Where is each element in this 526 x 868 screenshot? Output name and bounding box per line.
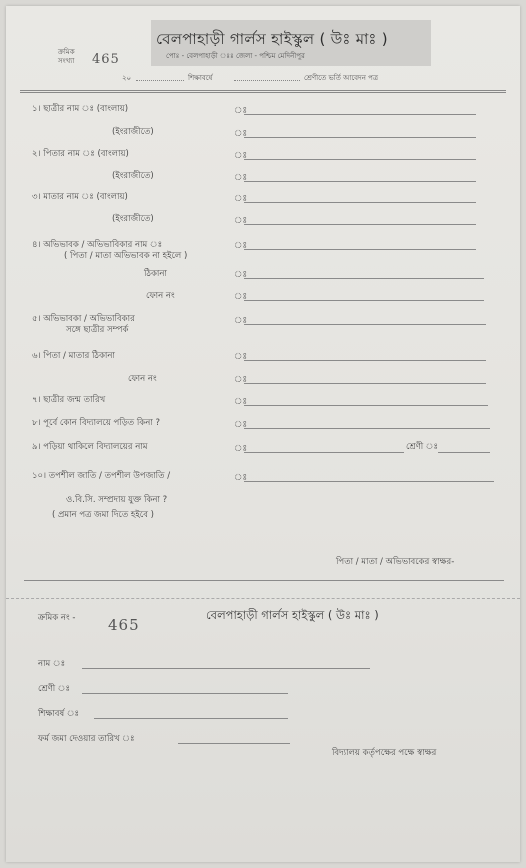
cut-line: [6, 598, 520, 599]
slip-name-input[interactable]: [82, 668, 370, 669]
guardian-signature-label: পিতা / মাতা / অভিভাবকের স্বাক্ষর-: [336, 557, 455, 567]
serial-number: 465: [92, 52, 120, 67]
field-1-label: ১। ছাত্রীর নাম ঃ (বাংলায়): [32, 104, 129, 114]
field-10-note: ( প্রমান পত্র জমা দিতে হইবে ): [52, 510, 154, 520]
phone-label-2: ফোন নং: [128, 374, 157, 384]
slip-year-input[interactable]: [94, 718, 288, 719]
field-3-label: ৩। মাতার নাম ঃ (বাংলায়): [32, 192, 128, 202]
student-name-english-input[interactable]: [244, 137, 476, 138]
field-10-obc: ও.বি.সি. সম্প্রদায় যুক্ত কিনা ?: [66, 495, 168, 505]
field-3-english: (ইংরাজীতে): [112, 214, 154, 224]
guardian-address-input[interactable]: [244, 278, 484, 279]
academic-year-label: শিক্ষাবর্ষে: [188, 74, 213, 82]
class-label: শ্রেণী ঃ: [406, 442, 439, 452]
field-5-label: ৫। অভিভাবকা / অভিভাবিকার: [32, 314, 135, 324]
slip-date-label: ফর্ম জমা দেওয়ার তারিখ ঃ: [38, 734, 135, 744]
year-prefix: ২০: [122, 74, 132, 82]
field-7-label: ৭। ছাত্রীর জন্ম তারিখ: [32, 395, 106, 405]
field-5-relation: সঙ্গে ছাত্রীর সম্পর্ক: [66, 325, 129, 335]
field-8-label: ৮। পূর্বে কোন বিদ্যালয়ে পড়িত কিনা ?: [32, 418, 161, 428]
field-4-label: ৪। অভিভাবক / অভিভাবিকার নাম ঃ: [32, 240, 163, 250]
serial-label: ক্রমিক সংখ্যা: [58, 48, 75, 65]
mother-name-english-input[interactable]: [244, 224, 476, 225]
school-name-input[interactable]: [244, 452, 404, 453]
school-signature-label: বিদ্যালয় কর্তৃপক্ষের পক্ষে স্বাক্ষর: [332, 748, 437, 758]
student-name-bengali-input[interactable]: [244, 114, 476, 115]
slip-name-label: নাম ঃ: [38, 659, 66, 669]
slip-class-input[interactable]: [82, 693, 288, 694]
father-name-bengali-input[interactable]: [244, 159, 476, 160]
field-1-english: (ইংরাজীতে): [112, 127, 154, 137]
slip-date-input[interactable]: [178, 743, 290, 744]
field-4-note: ( পিতা / মাতা অভিভাবক না হইলে ): [64, 251, 188, 261]
slip-school-title: বেলপাহাড়ী গার্লস হাইস্কুল ( উঃ মাঃ ): [206, 608, 379, 622]
slip-serial-number: 465: [108, 616, 140, 634]
field-2-english: (ইংরাজীতে): [112, 171, 154, 181]
father-name-english-input[interactable]: [244, 181, 476, 182]
phone-label-1: ফোন নং: [146, 291, 175, 301]
caste-category-input[interactable]: [244, 481, 494, 482]
field-9-label: ৯। পড়িয়া থাকিলে বিদ্যালয়ের নাম: [32, 442, 148, 452]
birth-date-input[interactable]: [244, 405, 488, 406]
application-label: শ্রেণীতে ভর্তি আবেদন পত্র: [304, 74, 378, 82]
guardian-name-input[interactable]: [244, 249, 476, 250]
slip-serial-label: ক্রমিক নং -: [38, 613, 76, 623]
field-6-label: ৬। পিতা / মাতার ঠিকানা: [32, 351, 115, 361]
parent-phone-input[interactable]: [244, 383, 486, 384]
parent-address-input[interactable]: [244, 360, 486, 361]
class-input[interactable]: [438, 452, 490, 453]
mother-name-bengali-input[interactable]: [244, 202, 476, 203]
field-2-label: ২। পিতার নাম ঃ (বাংলায়): [32, 149, 129, 159]
guardian-phone-input[interactable]: [244, 300, 484, 301]
signature-divider: [24, 580, 504, 581]
previous-school-input[interactable]: [244, 428, 490, 429]
address-label: ঠিকানা: [144, 269, 167, 279]
relation-input[interactable]: [244, 324, 486, 325]
post-district: পোঃ - বেলপাহাড়ী ঃঃ জেলা - পশ্চিম মেদিনীপুর: [166, 52, 305, 60]
slip-class-label: শ্রেণী ঃ: [38, 684, 71, 694]
slip-year-label: শিক্ষাবর্ষ ঃ: [38, 709, 80, 719]
admission-form-sheet: বেলপাহাড়ী গার্লস হাইস্কুল ( উঃ মাঃ ) পোঃ - বেলপাহাড়ী ঃঃ জেলা - পশ্চিম মেদিনীপুর ক্রমিক সংখ্যা 465 ২০ শিক্ষাবর্ষে শ্রেণীতে ভর্তি আবেদন পত্র ১। ছাত্রীর নাম ঃ (বাংলায়) ঃ (ইংরাজীতে) ঃ ২। পিতার নাম ঃ (বাংলায়) ঃ (ইংরাজীতে) ঃ ৩। মাতার নাম ঃ (বাংলায়) ঃ (ইংরাজীতে) ঃ ৪। অভিভাবক / অভিভাবিকার নাম ঃ ঃ ( পিতা / মাতা অভিভাবক না হইলে ) ঠিকানা ঃ ফোন নং ঃ ৫। অভিভাবকা / অভিভাবিকার সঙ্গে ছাত্রীর সম্পর্ক ঃ ৬। পিতা / মাতার ঠিকানা ঃ ফোন নং ঃ ৭। ছাত্রীর জন্ম তারিখ ঃ ৮। পূর্বে কোন বিদ্যালয়ে পড়িত কিনা ? ঃ ৯। পড়িয়া থাকিলে বিদ্যালয়ের নাম ঃ শ্রেণী ঃ ১০। তপশীল জাতি / তপশীল উপজাতি / ঃ ও.বি.সি. সম্প্রদায় যুক্ত কিনা ? ( প্রমান পত্র জমা দিতে হইবে ) পিতা / মাতা / অভিভাবকের স্বাক্ষর- ক্রমিক নং - 465 বেলপাহাড়ী গার্লস হাইস্কুল ( উঃ মাঃ ) নাম ঃ শ্রেণী ঃ শিক্ষাবর্ষ ঃ ফর্ম জমা দেওয়ার তারিখ ঃ বিদ্যালয় কর্তৃপক্ষের পক্ষে স্বাক্ষর: [6, 6, 520, 862]
school-title: বেলপাহাড়ী গার্লস হাইস্কুল ( উঃ মাঃ ): [156, 30, 388, 48]
field-10-label: ১০। তপশীল জাতি / তপশীল উপজাতি /: [32, 471, 171, 481]
